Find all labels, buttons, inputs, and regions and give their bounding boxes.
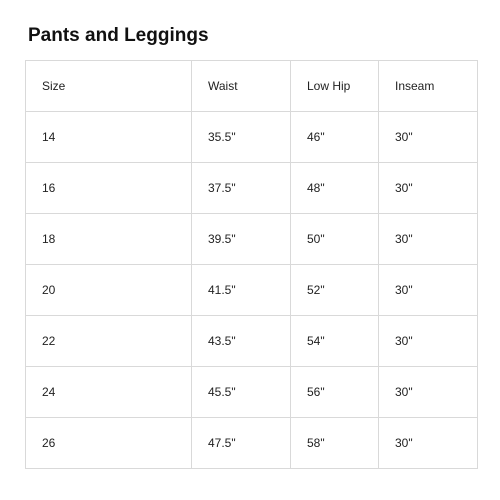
cell-low-hip: 48" bbox=[291, 163, 379, 214]
cell-waist: 39.5" bbox=[192, 214, 291, 265]
table-row bbox=[26, 418, 478, 469]
cell-waist: 35.5" bbox=[192, 112, 291, 163]
cell-inseam: 30" bbox=[379, 367, 478, 418]
cell-size: 18 bbox=[26, 214, 192, 265]
cell-size: 20 bbox=[26, 265, 192, 316]
page-title: Pants and Leggings bbox=[28, 25, 209, 46]
cell-size: 26 bbox=[26, 418, 192, 469]
cell-low-hip: 50" bbox=[291, 214, 379, 265]
size-chart-table bbox=[25, 60, 478, 469]
column-header-waist: Waist bbox=[192, 61, 291, 112]
column-header-low-hip: Low Hip bbox=[291, 61, 379, 112]
cell-waist: 47.5" bbox=[192, 418, 291, 469]
cell-waist: 43.5" bbox=[192, 316, 291, 367]
column-header-inseam: Inseam bbox=[379, 61, 478, 112]
cell-inseam: 30" bbox=[379, 418, 478, 469]
cell-low-hip: 54" bbox=[291, 316, 379, 367]
table-row bbox=[26, 163, 478, 214]
cell-size: 16 bbox=[26, 163, 192, 214]
table-header-row bbox=[26, 61, 478, 112]
cell-waist: 45.5" bbox=[192, 367, 291, 418]
cell-size: 22 bbox=[26, 316, 192, 367]
table-row bbox=[26, 265, 478, 316]
cell-inseam: 30" bbox=[379, 163, 478, 214]
cell-inseam: 30" bbox=[379, 112, 478, 163]
cell-inseam: 30" bbox=[379, 265, 478, 316]
cell-low-hip: 46" bbox=[291, 112, 379, 163]
cell-low-hip: 58" bbox=[291, 418, 379, 469]
cell-low-hip: 52" bbox=[291, 265, 379, 316]
cell-size: 24 bbox=[26, 367, 192, 418]
cell-inseam: 30" bbox=[379, 214, 478, 265]
cell-inseam: 30" bbox=[379, 316, 478, 367]
cell-size: 14 bbox=[26, 112, 192, 163]
cell-low-hip: 56" bbox=[291, 367, 379, 418]
column-header-size: Size bbox=[26, 61, 192, 112]
cell-waist: 41.5" bbox=[192, 265, 291, 316]
table-row bbox=[26, 112, 478, 163]
table-row bbox=[26, 214, 478, 265]
table-row bbox=[26, 367, 478, 418]
table-row bbox=[26, 316, 478, 367]
cell-waist: 37.5" bbox=[192, 163, 291, 214]
